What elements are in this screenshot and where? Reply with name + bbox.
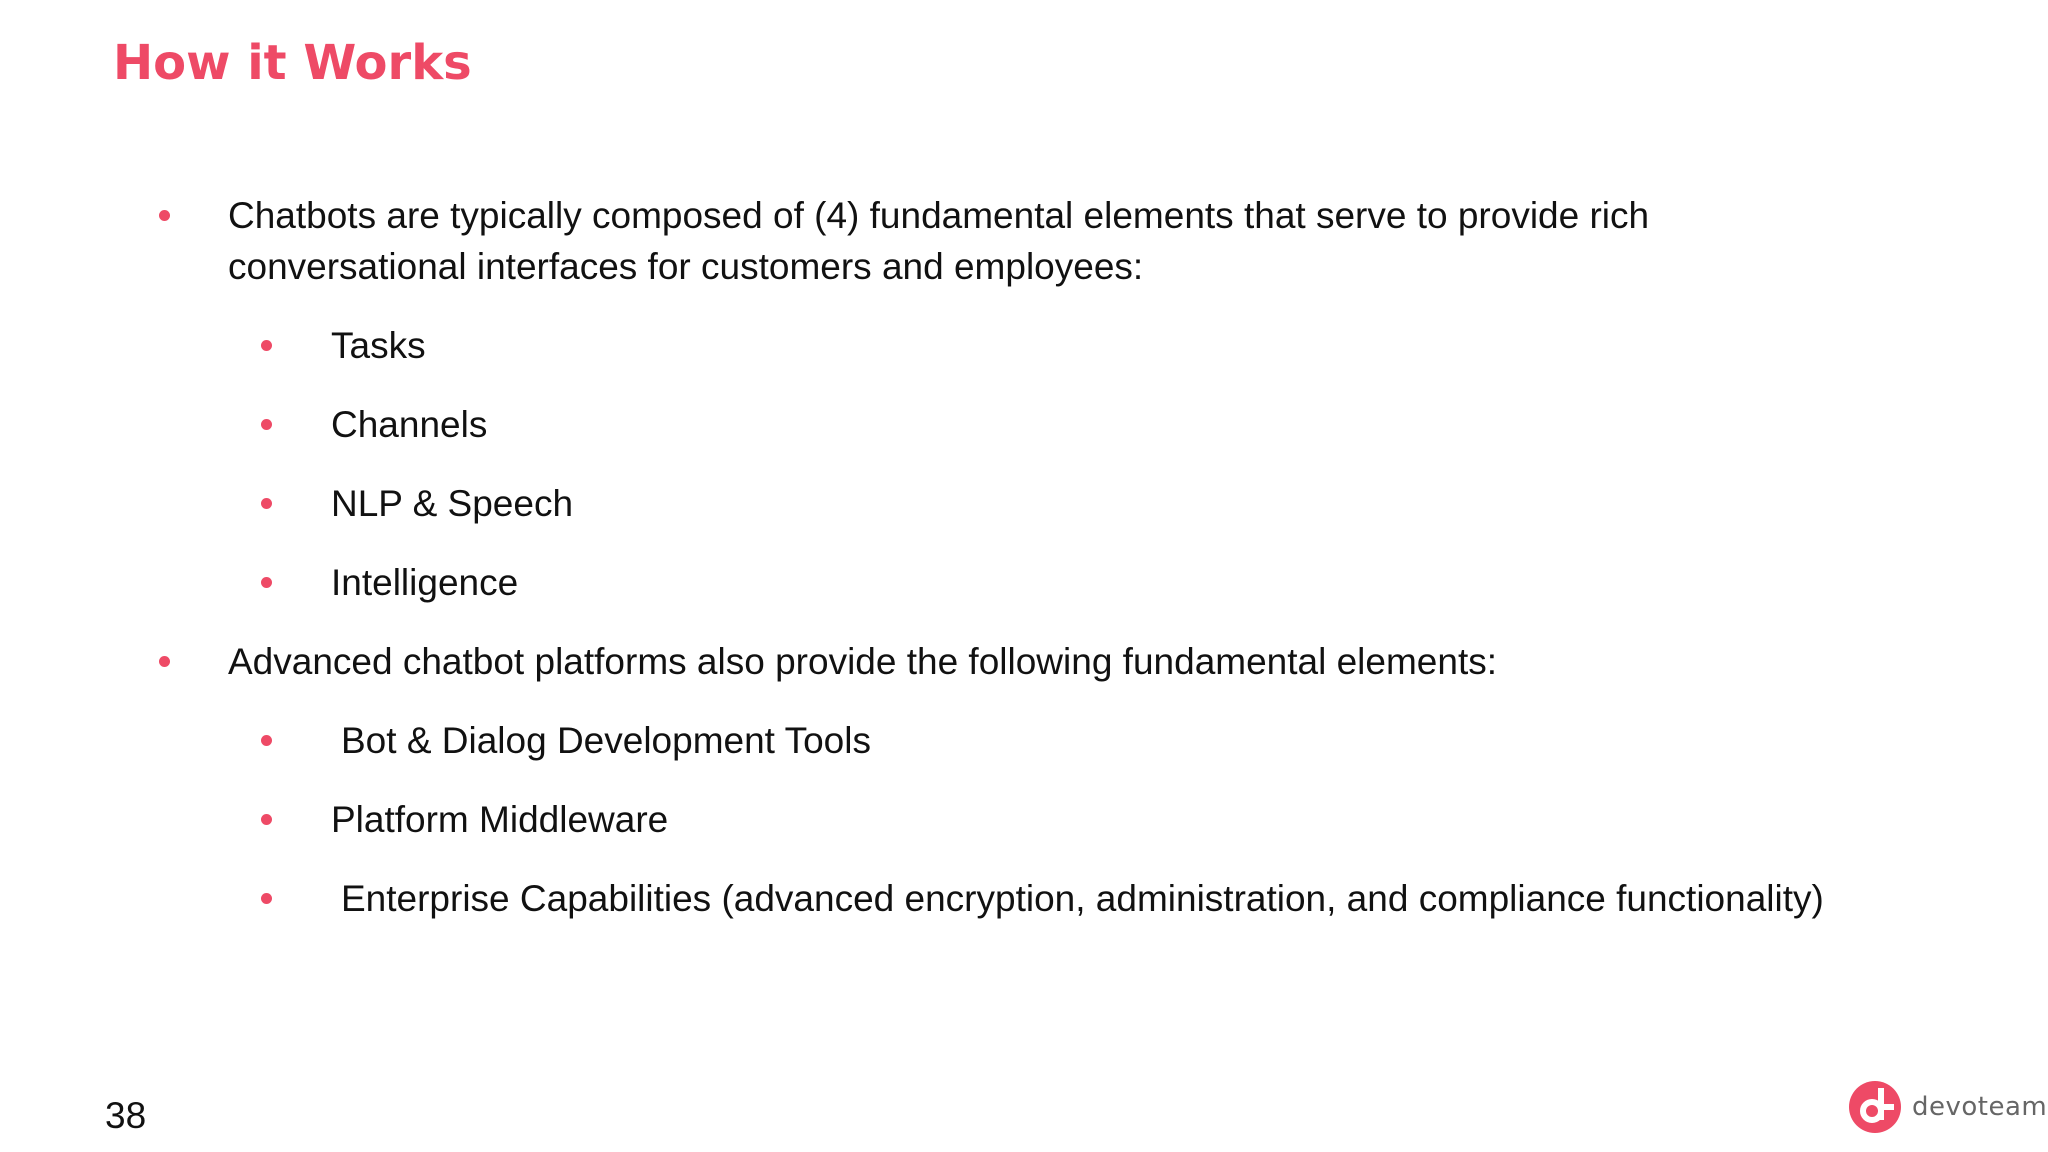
sub-bullet-dot bbox=[261, 577, 272, 588]
devoteam-logo-icon bbox=[1848, 1080, 1902, 1134]
sub-bullet-dot bbox=[261, 814, 272, 825]
sub-bullet-dot bbox=[261, 893, 272, 904]
sub-bullet-platform-middleware: Platform Middleware bbox=[331, 799, 669, 840]
sub-bullet-dot bbox=[261, 735, 272, 746]
sub-bullet-dot bbox=[261, 340, 272, 351]
bullet-advanced-intro: Advanced chatbot platforms also provide the following fundamental elements: bbox=[228, 641, 1498, 682]
bullet-dot bbox=[159, 210, 170, 221]
brand-name: devoteam bbox=[1912, 1092, 2048, 1122]
sub-bullet-dot bbox=[261, 498, 272, 509]
sub-bullet-intelligence: Intelligence bbox=[331, 562, 519, 603]
sub-bullet-enterprise-capabilities: Enterprise Capabilities (advanced encryption, administration, and compliance functionality) bbox=[341, 878, 1824, 919]
sub-bullet-dot bbox=[261, 419, 272, 430]
bullet-dot bbox=[159, 656, 170, 667]
slide-title: How it Works bbox=[113, 35, 472, 91]
sub-bullet-bot-dialog-tools: Bot & Dialog Development Tools bbox=[341, 720, 871, 761]
bullet-intro-line-1: Chatbots are typically composed of (4) fundamental elements that serve to provide rich bbox=[228, 195, 1650, 236]
sub-bullet-tasks: Tasks bbox=[331, 325, 426, 366]
brand-logo bbox=[1848, 1080, 2048, 1136]
sub-bullet-nlp-speech: NLP & Speech bbox=[331, 483, 574, 524]
bullet-intro-line-2: conversational interfaces for customers and employees: bbox=[228, 246, 1144, 287]
sub-bullet-channels: Channels bbox=[331, 404, 488, 445]
page-number: 38 bbox=[105, 1095, 147, 1136]
